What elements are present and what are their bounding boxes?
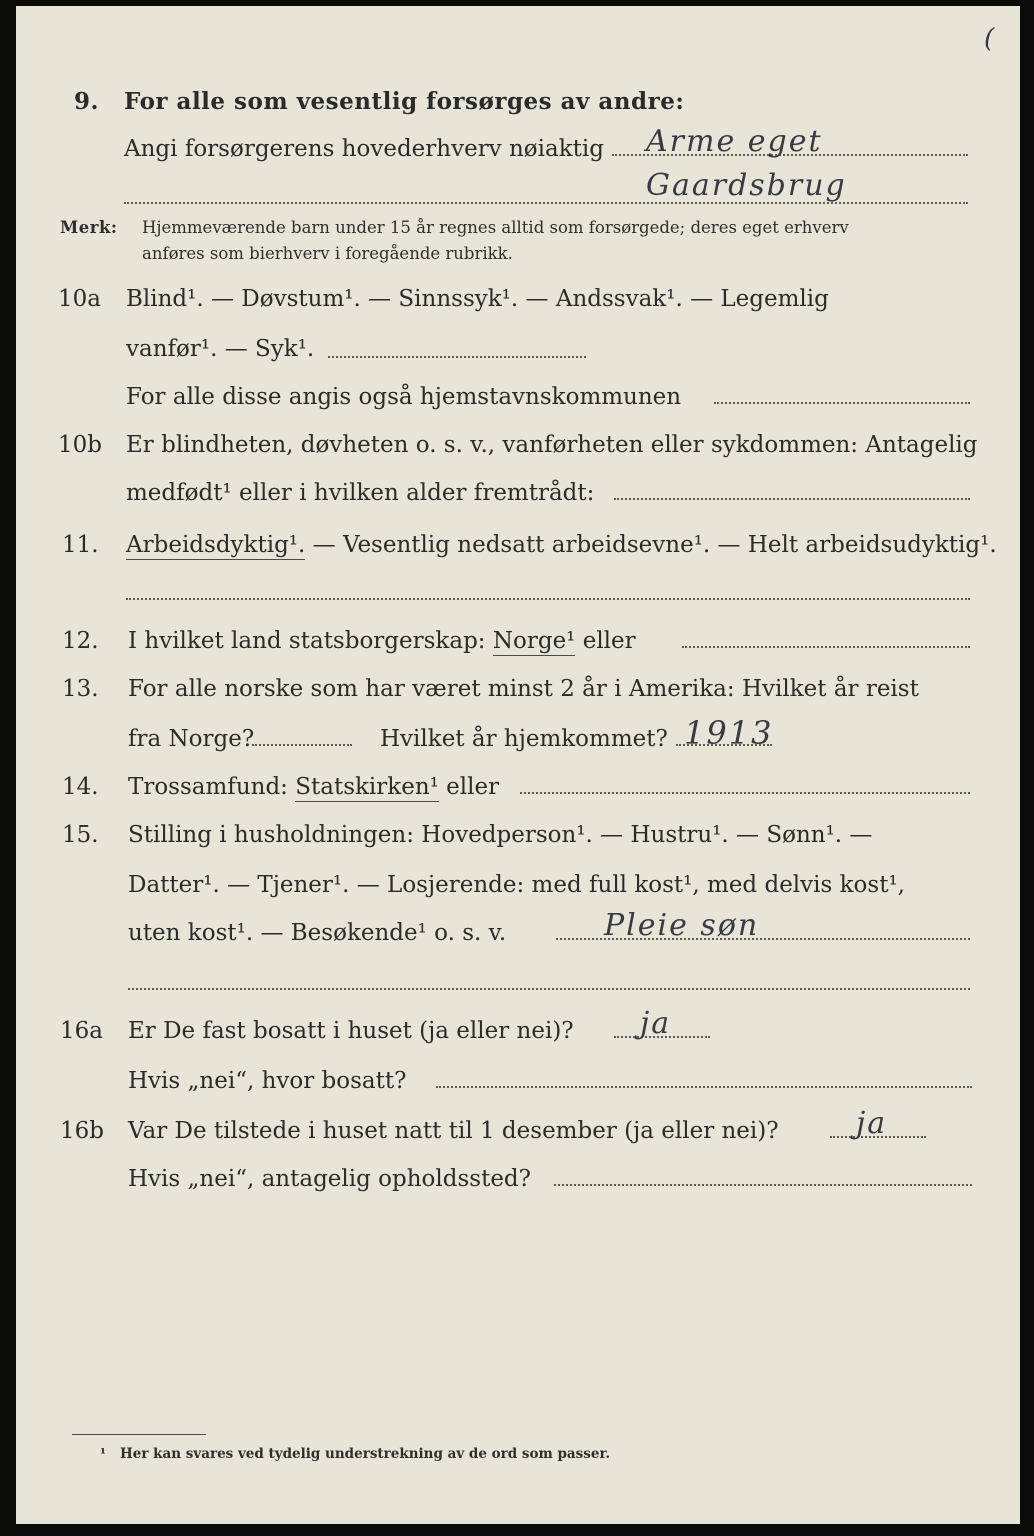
q14-pre: Trossamfund:: [128, 774, 296, 800]
merk-line1: Hjemmeværende barn under 15 år regnes alltid som forsørgede; deres eget erhverv: [142, 218, 849, 237]
q15-line2: Datter¹. — Tjener¹. — Losjerende: med full kost¹, med delvis kost¹,: [128, 872, 905, 898]
q10a-line2: vanfør¹. — Syk¹.: [126, 336, 315, 362]
merk-label: Merk:: [60, 218, 118, 237]
q15-extra-line: [128, 988, 970, 990]
q13-line2b: Hvilket år hjemkommet?: [380, 726, 668, 752]
q12-number: 12.: [62, 628, 99, 654]
q12-option-underlined: Norge¹: [492, 628, 576, 654]
q10b-line1: Er blindheten, døvheten o. s. v., vanførheten eller sykdommen: Antagelig: [126, 432, 978, 458]
q14-post: eller: [438, 774, 500, 800]
q16b-handwritten-answer: ja: [856, 1106, 888, 1141]
q13-number: 13.: [62, 676, 99, 702]
q9-handwritten-answer2: Gaardsbrug: [646, 168, 847, 203]
q12-text: [128, 628, 636, 654]
q11-options-rest: — Vesentlig nedsatt arbeidsevne¹. — Helt arbeidsudyktig¹.: [305, 532, 997, 558]
footnote-mark: ¹: [100, 1446, 106, 1462]
q12-pre: I hvilket land statsborgerskap:: [128, 628, 493, 654]
q15-number: 15.: [62, 822, 99, 848]
q12-post: eller: [575, 628, 636, 654]
q15-handwritten-answer: Pleie søn: [604, 908, 760, 943]
q10b-number: 10b: [58, 432, 102, 458]
q11-options: [126, 532, 997, 558]
q16b-number: 16b: [60, 1118, 104, 1144]
q16b-line2: Hvis „nei“, antagelig opholdssted?: [128, 1166, 531, 1192]
q16b-location-line: [554, 1184, 972, 1186]
q10a-line3: For alle disse angis også hjemstavnskommunen: [126, 384, 682, 410]
footnote-text: Her kan svares ved tydelig understrekning av de ord som passer.: [120, 1446, 611, 1462]
q16b-line1: Var De tilstede i huset natt til 1 desember (ja eller nei)?: [128, 1118, 779, 1144]
q15-line3: uten kost¹. — Besøkende¹ o. s. v.: [128, 920, 507, 946]
q14-answer-line: [520, 792, 970, 794]
q16a-number: 16a: [60, 1018, 103, 1044]
q13-handwritten-year: 1913: [684, 714, 774, 752]
q14-text: [128, 774, 499, 800]
q10a-answer-line: [328, 356, 586, 358]
q16a-handwritten-answer: ja: [640, 1006, 672, 1041]
q9-heading: For alle som vesentlig forsørges av andre:: [124, 88, 685, 115]
q13-departure-line: [252, 744, 352, 746]
census-form-page: [16, 6, 1020, 1524]
q10b-answer-line: [614, 498, 970, 500]
q11-option-underlined: Arbeidsdyktig¹.: [126, 532, 306, 558]
q10a-hometown-line: [714, 402, 970, 404]
q10b-line2: medfødt¹ eller i hvilken alder fremtrådt:: [126, 480, 595, 506]
footnote-rule: [72, 1434, 206, 1435]
q13-line1: For alle norske som har været minst 2 år i Amerika: Hvilket år reist: [128, 676, 919, 702]
q14-number: 14.: [62, 774, 99, 800]
merk-line2: anføres som bierhverv i foregående rubrikk.: [142, 244, 513, 263]
q10a-number: 10a: [58, 286, 101, 312]
q14-option-underlined: Statskirken¹: [295, 774, 439, 800]
q9-line1: Angi forsørgerens hovederhverv nøiaktig: [124, 136, 604, 162]
q16a-line2: Hvis „nei“, hvor bosatt?: [128, 1068, 407, 1094]
q9-number: 9.: [74, 88, 100, 115]
q9-handwritten-answer1: Arme eget: [646, 124, 823, 159]
q11-number: 11.: [62, 532, 99, 558]
q13-line2a: fra Norge?: [128, 726, 255, 752]
q16a-line1: Er De fast bosatt i huset (ja eller nei)?: [128, 1018, 574, 1044]
q10a-line1: Blind¹. — Døvstum¹. — Sinnssyk¹. — Andssvak¹. — Legemlig: [126, 286, 829, 312]
corner-mark: (: [984, 24, 997, 54]
q15-line1: Stilling i husholdningen: Hovedperson¹. — Hustru¹. — Sønn¹. —: [128, 822, 873, 848]
q16a-residence-line: [436, 1086, 972, 1088]
q11-extra-line: [126, 598, 970, 600]
q12-answer-line: [682, 646, 970, 648]
